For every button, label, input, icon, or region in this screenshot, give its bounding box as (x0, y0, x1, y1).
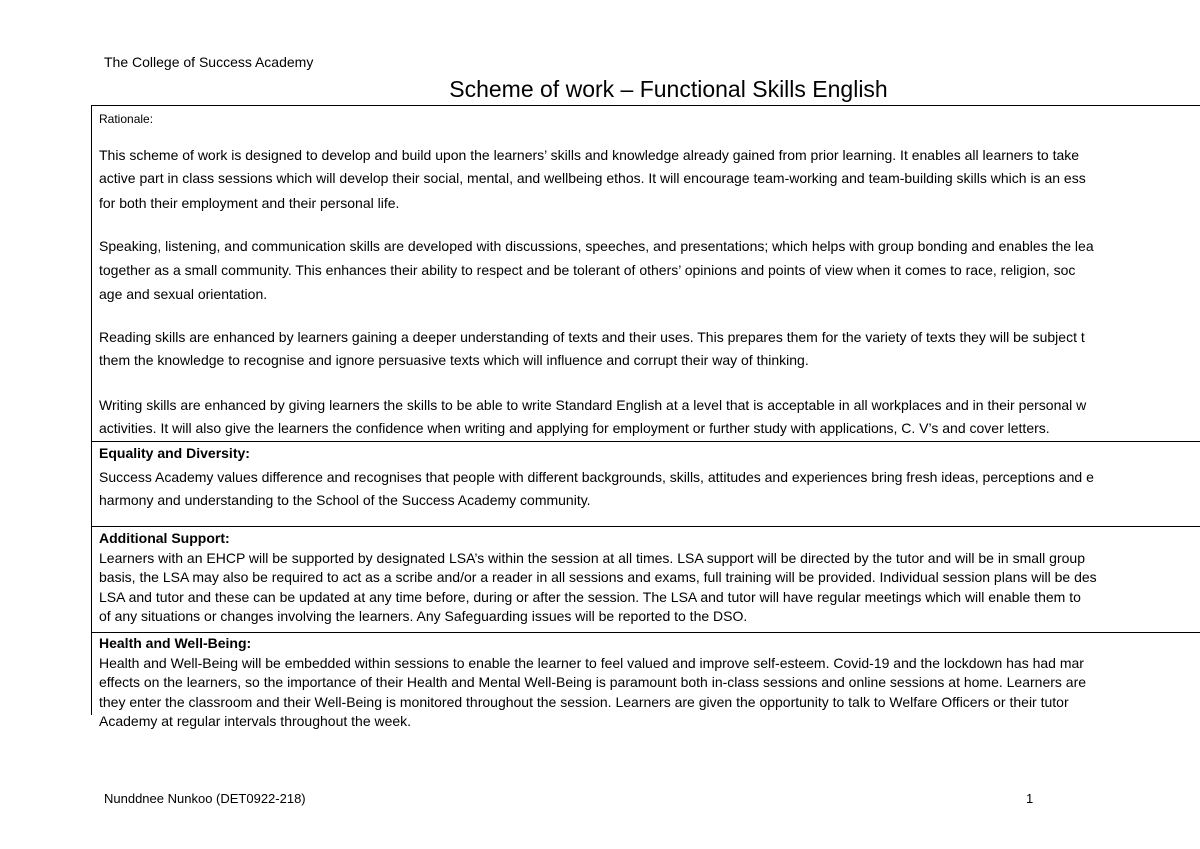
rationale-line: for both their employment and their personal life. (99, 195, 400, 211)
support-line: Learners with an EHCP will be supported by designated LSA’s within the session at all times. LSA support will be directed by the tutor and will be in small group (99, 550, 1085, 566)
equality-heading: Equality and Diversity: (99, 445, 250, 461)
support-heading: Additional Support: (99, 530, 230, 546)
health-line: they enter the classroom and their Well-Being is monitored throughout the session. Learners are given the opportunity to talk to Welfare Officers or their tutor (99, 694, 1069, 710)
organisation-name: The College of Success Academy (104, 54, 314, 70)
support-line: of any situations or changes involving the learners. Any Safeguarding issues will be reported to the DSO. (99, 608, 748, 624)
rationale-line: age and sexual orientation. (99, 286, 268, 302)
health-line: Academy at regular intervals throughout the week. (99, 713, 412, 729)
health-line: effects on the learners, so the importance of their Health and Mental Well-Being is paramount both in-class sessions and online sessions at home. Learners are (99, 674, 1087, 690)
row-divider (91, 441, 1200, 442)
support-line: LSA and tutor and these can be updated at any time before, during or after the session. The LSA and tutor will have regular meetings which will enable them to (99, 589, 1081, 605)
row-divider (91, 526, 1200, 527)
health-heading: Health and Well-Being: (99, 635, 252, 651)
rationale-line: them the knowledge to recognise and ignore persuasive texts which will influence and corrupt their way of thinking. (99, 352, 809, 368)
page-number: 1 (1026, 791, 1034, 806)
rationale-line: Speaking, listening, and communication skills are developed with discussions, speeches, and presentations; which helps with group bonding and enables the lea (99, 238, 1094, 254)
row-divider (91, 632, 1200, 633)
rationale-line: activities. It will also give the learners the confidence when writing and applying for employment or further study with applications, C. V’s and cover letters. (99, 420, 1050, 436)
health-line: Health and Well-Being will be embedded within sessions to enable the learner to feel valued and improve self-esteem. Covid-19 and the lockdown has had mar (99, 655, 1084, 671)
equality-line: Success Academy values difference and recognises that people with different backgrounds, skills, attitudes and experiences bring fresh ideas, perceptions and e (99, 469, 1094, 485)
rationale-label: Rationale: (99, 112, 154, 126)
footer-author: Nunddnee Nunkoo (DET0922-218) (104, 791, 306, 806)
equality-line: harmony and understanding to the School of the Success Academy community. (99, 492, 591, 508)
rationale-line: active part in class sessions which will develop their social, mental, and wellbeing ethos. It will encourage team-working and team-building skills which is an ess (99, 170, 1086, 186)
support-line: basis, the LSA may also be required to act as a scribe and/or a reader in all sessions and exams, full training will be provided. Individual session plans will be des (99, 569, 1097, 585)
rationale-line: Reading skills are enhanced by learners gaining a deeper understanding of texts and their uses. This prepares them for the variety of texts they will be subject t (99, 329, 1085, 345)
document-title: Scheme of work – Functional Skills English (449, 76, 888, 102)
rationale-line: together as a small community. This enhances their ability to respect and be tolerant of others’ opinions and points of view when it comes to race, religion, soc (99, 262, 1076, 278)
rationale-line: Writing skills are enhanced by giving learners the skills to be able to write Standard English at a level that is acceptable in all workplaces and in their personal w (99, 397, 1087, 413)
rationale-line: This scheme of work is designed to develop and build upon the learners’ skills and knowledge already gained from prior learning. It enables all learners to take (99, 147, 1080, 163)
